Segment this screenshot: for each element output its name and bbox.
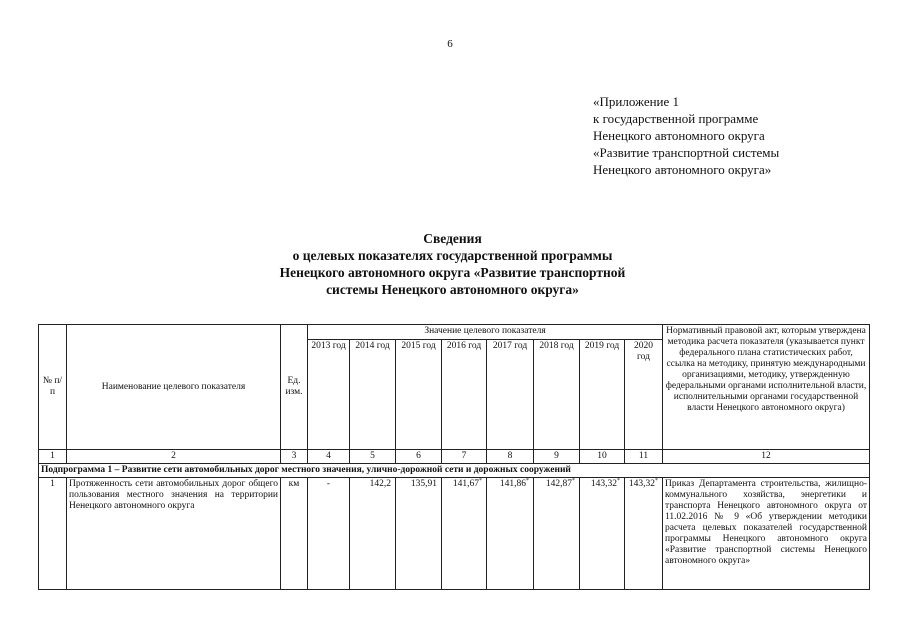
header-year: 2015 год <box>396 340 442 450</box>
row-value: 141,86* <box>487 478 534 590</box>
header-year: 2014 год <box>350 340 396 450</box>
row-value: 142,87* <box>534 478 580 590</box>
table-row <box>39 478 870 590</box>
column-number: 3 <box>281 450 308 464</box>
row-value: 143,32* <box>625 478 663 590</box>
row-unit: км <box>281 478 308 590</box>
subprogram-row <box>39 464 870 478</box>
header-year: 2016 год <box>442 340 487 450</box>
column-number: 2 <box>67 450 281 464</box>
appendix-line: к государственной программе <box>593 111 759 126</box>
header-normative: Нормативный правовой акт, которым утверждена методика расчета показателя (указывается пункт федерального плана статистических работ, ссылка на методику, принятую международными организациями, методику, утвержденную федеральными органами исполнительной власти, исполнительными органами государственной власти Ненецкого автономного округа) <box>663 325 870 450</box>
subprogram-title: Подпрограмма 1 – Развитие сети автомобильных дорог местного значения, улично-дорожной сети и дорожных сооружений <box>39 464 870 478</box>
row-value: 143,32* <box>580 478 625 590</box>
column-numbers-row <box>39 450 870 464</box>
row-indicator-name: Протяженность сети автомобильных дорог общего пользования местного значения на территории Ненецкого автономного округа <box>67 478 281 590</box>
header-number: № п/п <box>39 325 67 450</box>
appendix-line: Ненецкого автономного округа <box>593 128 765 143</box>
column-number: 8 <box>487 450 534 464</box>
header-year: 2017 год <box>487 340 534 450</box>
column-number: 5 <box>350 450 396 464</box>
column-number: 10 <box>580 450 625 464</box>
title-line: системы Ненецкого автономного округа» <box>326 282 579 297</box>
header-name: Наименование целевого показателя <box>67 325 281 450</box>
header-values-group: Значение целевого показателя <box>308 325 663 340</box>
title-line: Ненецкого автономного округа «Развитие транспортной <box>279 265 626 280</box>
header-row <box>39 325 870 340</box>
row-number: 1 <box>39 478 67 590</box>
title-line: Сведения <box>423 231 482 246</box>
header-year: 2019 год <box>580 340 625 450</box>
column-number: 9 <box>534 450 580 464</box>
appendix-note <box>593 93 873 178</box>
column-number: 12 <box>663 450 870 464</box>
row-value: 135,91 <box>396 478 442 590</box>
document-title <box>200 230 705 298</box>
header-year: 2018 год <box>534 340 580 450</box>
appendix-line: «Развитие транспортной системы <box>593 145 780 160</box>
column-number: 4 <box>308 450 350 464</box>
row-value: - <box>308 478 350 590</box>
row-value: 141,67* <box>442 478 487 590</box>
header-unit: Ед. изм. <box>281 325 308 450</box>
column-number: 1 <box>39 450 67 464</box>
appendix-line: «Приложение 1 <box>593 94 680 109</box>
column-number: 6 <box>396 450 442 464</box>
row-value: 142,2 <box>350 478 396 590</box>
header-year: 2013 год <box>308 340 350 450</box>
header-year: 2020 год <box>625 340 663 450</box>
appendix-line: Ненецкого автономного округа» <box>593 162 772 177</box>
column-number: 11 <box>625 450 663 464</box>
column-number: 7 <box>442 450 487 464</box>
page-number: 6 <box>447 38 453 50</box>
indicators-table <box>38 324 870 590</box>
title-line: о целевых показателях государственной программы <box>292 248 613 263</box>
row-normative-act: Приказ Департамента строительства, жилищно-коммунального хозяйства, энергетики и транспорта Ненецкого автономного округа от 11.02.2016 № 9 «Об утверждении методики расчета целевых показателей государственной программы Ненецкого автономного округа «Развитие транспортной системы Ненецкого автономного округа» <box>663 478 870 590</box>
